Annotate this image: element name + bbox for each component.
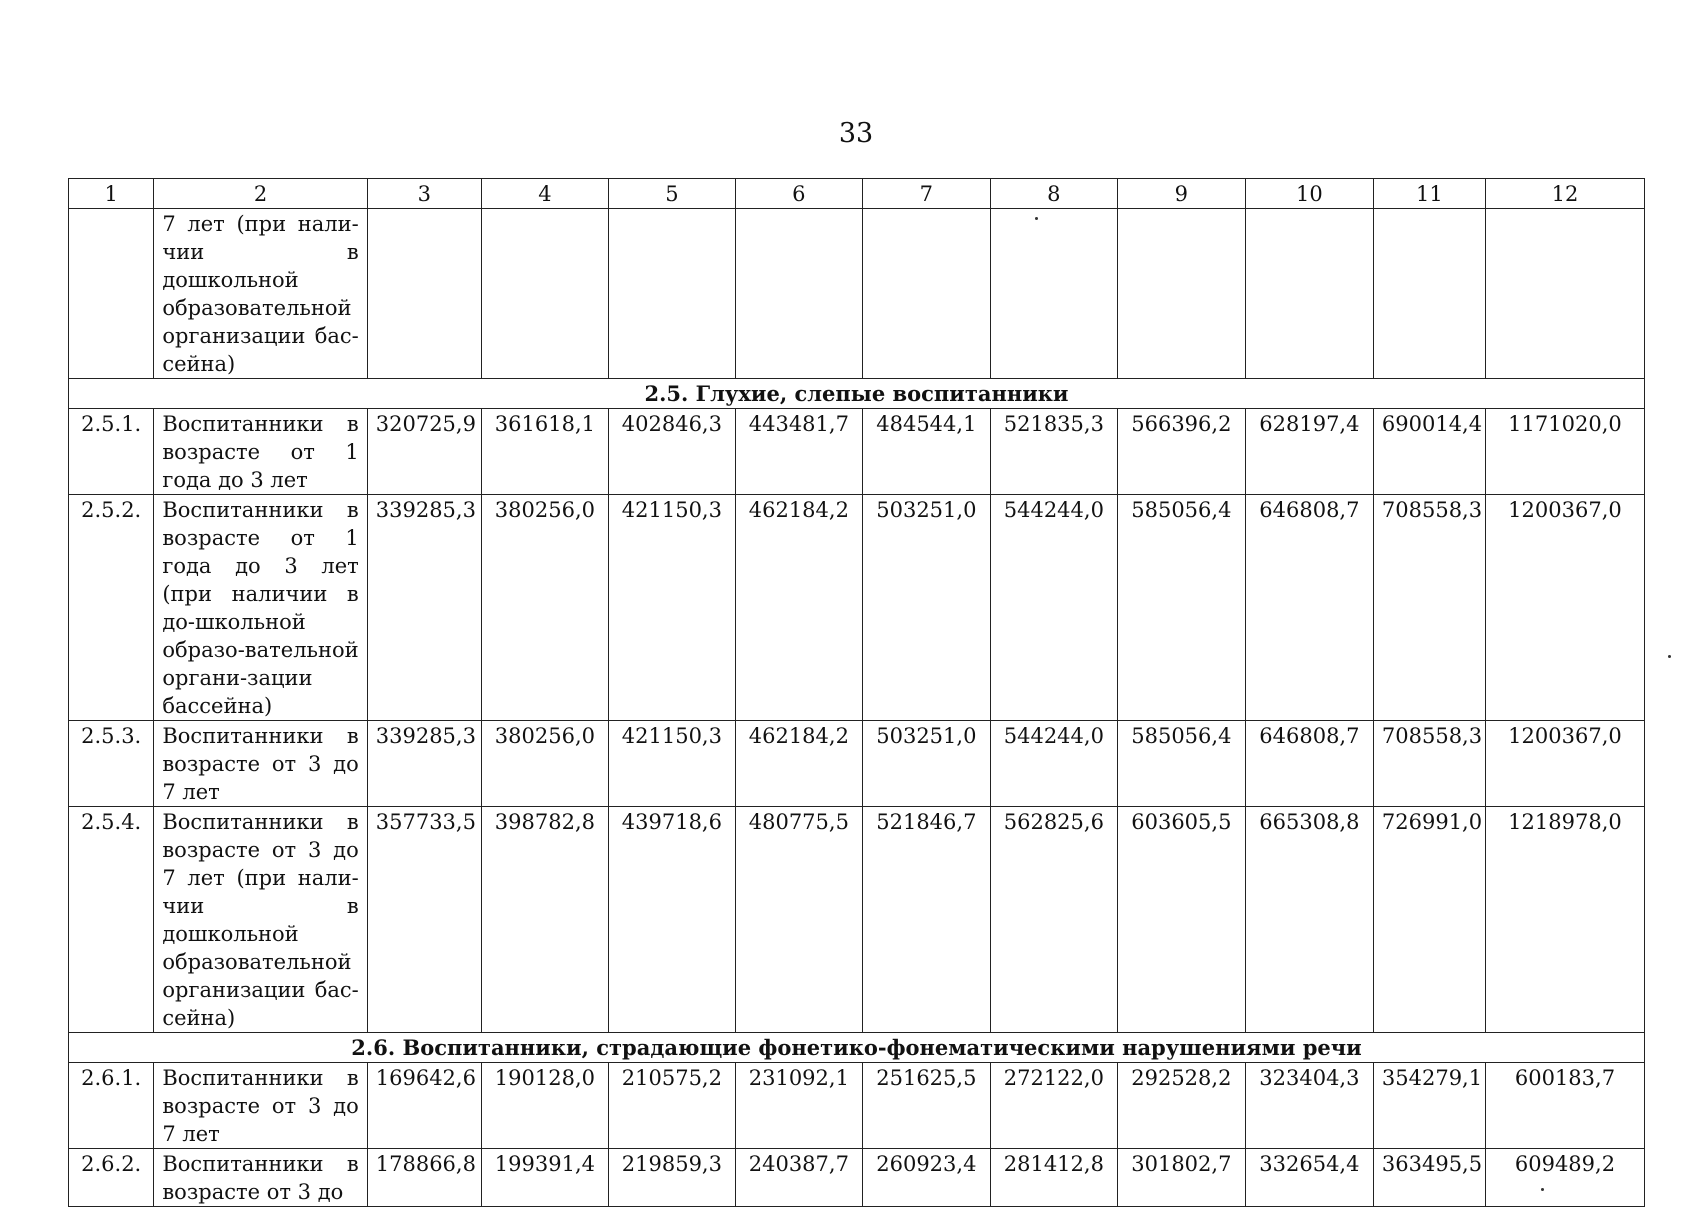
value-cell: 439718,6 xyxy=(608,807,735,1033)
table-row xyxy=(69,1063,1645,1149)
value-cell: 339285,3 xyxy=(367,495,481,721)
value-cell: 708558,3 xyxy=(1373,721,1485,807)
value-cell: 219859,3 xyxy=(608,1149,735,1207)
table-row xyxy=(69,495,1645,721)
table-row xyxy=(69,1149,1645,1207)
row-description: Воспитанники в возрасте от 3 до 7 лет xyxy=(154,721,367,807)
row-description: Воспитанники в возрасте от 1 года до 3 лет xyxy=(154,409,367,495)
value-cell xyxy=(608,209,735,379)
header-cell: 9 xyxy=(1117,179,1245,209)
row-code: 2.6.1. xyxy=(69,1063,154,1149)
value-cell: 544244,0 xyxy=(990,495,1117,721)
value-cell xyxy=(1245,209,1373,379)
tariff-table xyxy=(68,178,1645,1207)
section-header-row xyxy=(69,379,1645,409)
value-cell xyxy=(1373,209,1485,379)
value-cell: 726991,0 xyxy=(1373,807,1485,1033)
value-cell: 603605,5 xyxy=(1117,807,1245,1033)
value-cell xyxy=(735,209,862,379)
value-cell: 398782,8 xyxy=(481,807,608,1033)
value-cell: 361618,1 xyxy=(481,409,608,495)
value-cell: 443481,7 xyxy=(735,409,862,495)
value-cell: 1200367,0 xyxy=(1485,721,1644,807)
value-cell: 503251,0 xyxy=(862,721,990,807)
value-cell: 402846,3 xyxy=(608,409,735,495)
value-cell: 480775,5 xyxy=(735,807,862,1033)
row-description: Воспитанники в возрасте от 3 до xyxy=(154,1149,367,1207)
header-cell: 6 xyxy=(735,179,862,209)
header-cell: 5 xyxy=(608,179,735,209)
header-cell: 2 xyxy=(154,179,367,209)
value-cell: 462184,2 xyxy=(735,721,862,807)
value-cell xyxy=(1485,209,1644,379)
row-description: Воспитанники в возрасте от 3 до 7 лет (при нали-чии в дошкольной образовательной организации бас-сейна) xyxy=(154,807,367,1033)
table-row xyxy=(69,409,1645,495)
section-title: 2.6. Воспитанники, страдающие фонетико-фонематическими нарушениями речи xyxy=(69,1033,1645,1063)
continued-row xyxy=(69,209,1645,379)
value-cell: 332654,4 xyxy=(1245,1149,1373,1207)
value-cell: 585056,4 xyxy=(1117,495,1245,721)
row-code: 2.5.1. xyxy=(69,409,154,495)
header-cell: 1 xyxy=(69,179,154,209)
value-cell: 240387,7 xyxy=(735,1149,862,1207)
scan-speck xyxy=(1035,217,1038,220)
value-cell: 363495,5 xyxy=(1373,1149,1485,1207)
value-cell: 1200367,0 xyxy=(1485,495,1644,721)
header-cell: 12 xyxy=(1485,179,1644,209)
row-code: 2.5.4. xyxy=(69,807,154,1033)
value-cell: 585056,4 xyxy=(1117,721,1245,807)
page-number: 33 xyxy=(838,118,874,149)
header-cell: 7 xyxy=(862,179,990,209)
row-code: 2.5.2. xyxy=(69,495,154,721)
value-cell: 646808,7 xyxy=(1245,495,1373,721)
value-cell xyxy=(990,209,1117,379)
value-cell: 484544,1 xyxy=(862,409,990,495)
value-cell: 380256,0 xyxy=(481,721,608,807)
header-row xyxy=(69,179,1645,209)
value-cell: 199391,4 xyxy=(481,1149,608,1207)
value-cell: 1171020,0 xyxy=(1485,409,1644,495)
table-row xyxy=(69,721,1645,807)
row-description: Воспитанники в возрасте от 3 до 7 лет xyxy=(154,1063,367,1149)
value-cell: 320725,9 xyxy=(367,409,481,495)
header-cell: 11 xyxy=(1373,179,1485,209)
row-code: 2.6.2. xyxy=(69,1149,154,1207)
scan-speck xyxy=(1668,655,1671,658)
description-cell: 7 лет (при нали-чии в дошкольной образовательной организации бас-сейна) xyxy=(154,209,367,379)
header-cell: 4 xyxy=(481,179,608,209)
value-cell: 1218978,0 xyxy=(1485,807,1644,1033)
value-cell: 357733,5 xyxy=(367,807,481,1033)
row-code: 2.5.3. xyxy=(69,721,154,807)
value-cell: 292528,2 xyxy=(1117,1063,1245,1149)
header-cell: 8 xyxy=(990,179,1117,209)
value-cell: 231092,1 xyxy=(735,1063,862,1149)
header-cell: 3 xyxy=(367,179,481,209)
value-cell: 339285,3 xyxy=(367,721,481,807)
value-cell: 281412,8 xyxy=(990,1149,1117,1207)
value-cell: 628197,4 xyxy=(1245,409,1373,495)
table-body xyxy=(69,179,1645,1207)
value-cell: 708558,3 xyxy=(1373,495,1485,721)
value-cell: 521846,7 xyxy=(862,807,990,1033)
value-cell: 600183,7 xyxy=(1485,1063,1644,1149)
value-cell: 690014,4 xyxy=(1373,409,1485,495)
value-cell: 169642,6 xyxy=(367,1063,481,1149)
value-cell: 210575,2 xyxy=(608,1063,735,1149)
row-description: Воспитанники в возрасте от 1 года до 3 лет (при наличии в до-школьной образо-вательной органи-зации бассейна) xyxy=(154,495,367,721)
value-cell: 301802,7 xyxy=(1117,1149,1245,1207)
value-cell: 190128,0 xyxy=(481,1063,608,1149)
value-cell: 272122,0 xyxy=(990,1063,1117,1149)
value-cell: 251625,5 xyxy=(862,1063,990,1149)
value-cell: 421150,3 xyxy=(608,721,735,807)
value-cell: 609489,2 xyxy=(1485,1149,1644,1207)
value-cell: 646808,7 xyxy=(1245,721,1373,807)
value-cell: 544244,0 xyxy=(990,721,1117,807)
value-cell: 260923,4 xyxy=(862,1149,990,1207)
value-cell xyxy=(1117,209,1245,379)
value-cell: 462184,2 xyxy=(735,495,862,721)
scan-speck xyxy=(1541,1188,1544,1191)
value-cell xyxy=(481,209,608,379)
section-title: 2.5. Глухие, слепые воспитанники xyxy=(69,379,1645,409)
value-cell: 562825,6 xyxy=(990,807,1117,1033)
value-cell: 354279,1 xyxy=(1373,1063,1485,1149)
value-cell: 178866,8 xyxy=(367,1149,481,1207)
value-cell: 421150,3 xyxy=(608,495,735,721)
value-cell xyxy=(862,209,990,379)
table-row xyxy=(69,807,1645,1033)
code-cell xyxy=(69,209,154,379)
header-cell: 10 xyxy=(1245,179,1373,209)
section-header-row xyxy=(69,1033,1645,1063)
value-cell: 503251,0 xyxy=(862,495,990,721)
value-cell: 566396,2 xyxy=(1117,409,1245,495)
value-cell: 521835,3 xyxy=(990,409,1117,495)
value-cell: 665308,8 xyxy=(1245,807,1373,1033)
value-cell: 380256,0 xyxy=(481,495,608,721)
value-cell xyxy=(367,209,481,379)
value-cell: 323404,3 xyxy=(1245,1063,1373,1149)
